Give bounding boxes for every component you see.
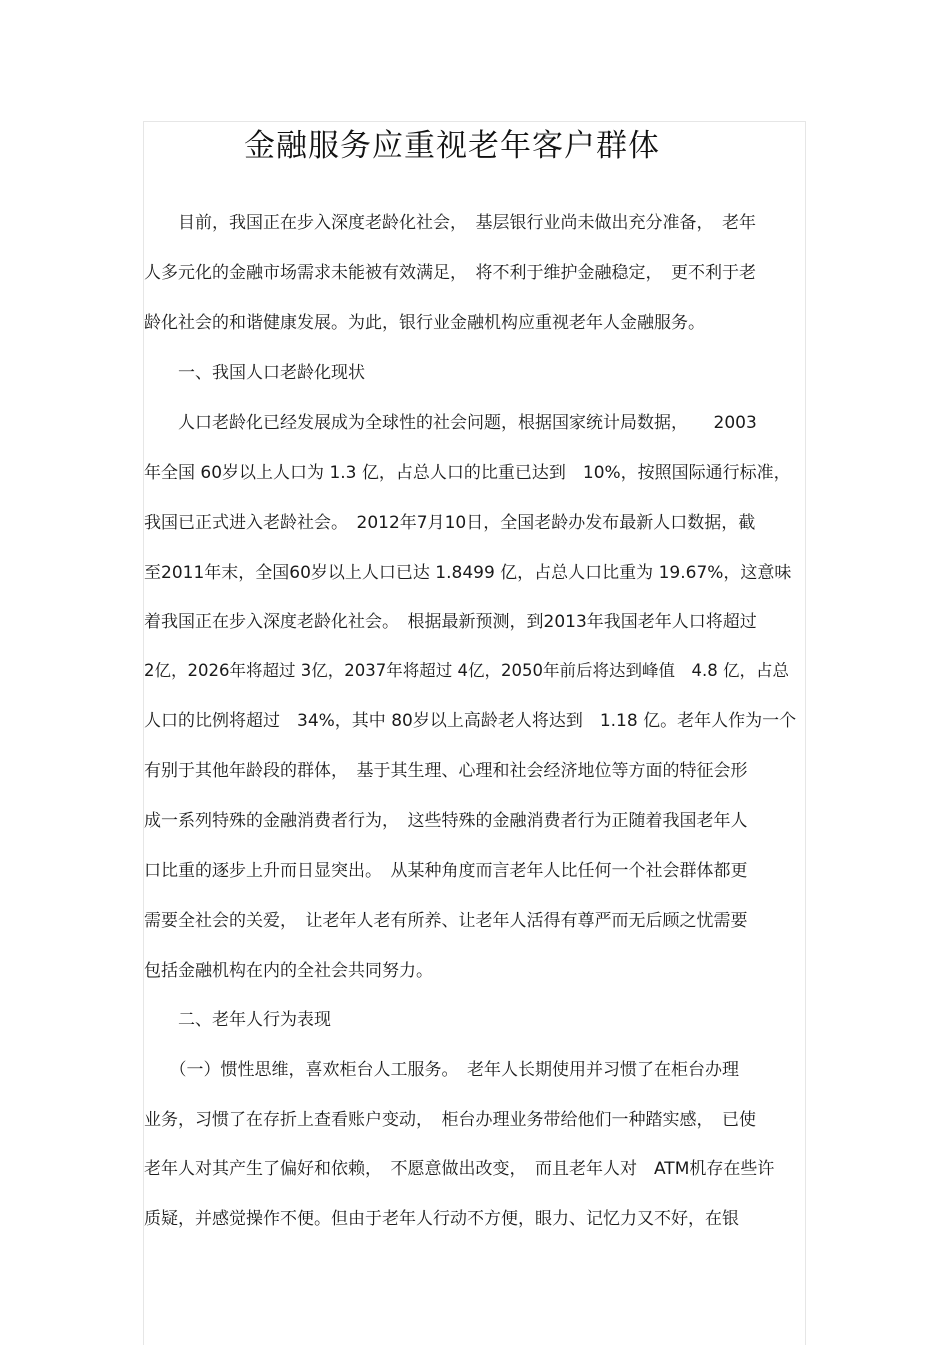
paragraph-line: 包括金融机构在内的全社会共同努力。 [144, 961, 433, 981]
paragraph-line: 老年人对其产生了偏好和依赖， 不愿意做出改变， 而且老年人对 ATM机存在些许 [144, 1159, 775, 1179]
paragraph-line: （一）惯性思维，喜欢柜台人工服务。 老年人长期使用并习惯了在柜台办理 [144, 1060, 739, 1080]
section-heading: 二、老年人行为表现 [144, 1010, 331, 1030]
paragraph-line: 有别于其他年龄段的群体， 基于其生理、心理和社会经济地位等方面的特征会形 [144, 761, 748, 781]
paragraph-line: 人口的比例将超过 34%，其中 80岁以上高龄老人将达到 1.18 亿。老年人作为一个 [144, 711, 797, 731]
paragraph-line: 质疑，并感觉操作不便。但由于老年人行动不方便，眼力、记忆力又不好，在银 [144, 1209, 739, 1229]
paragraph-line: 着我国正在步入深度老龄化社会。 根据最新预测，到2013年我国老年人口将超过 [144, 612, 757, 632]
paragraph-line: 年全国 60岁以上人口为 1.3 亿，占总人口的比重已达到 10%，按照国际通行标准， [144, 463, 791, 483]
paragraph-line: 人多元化的金融市场需求未能被有效满足， 将不利于维护金融稳定， 更不利于老 [144, 263, 756, 283]
paragraph-line: 龄化社会的和谐健康发展。为此，银行业金融机构应重视老年人金融服务。 [144, 313, 705, 333]
paragraph-line: 至2011年末，全国60岁以上人口已达 1.8499 亿，占总人口比重为 19.67%，这意味 [144, 563, 792, 583]
section-heading: 一、我国人口老龄化现状 [144, 363, 365, 383]
document-title: 金融服务应重视老年客户群体 [244, 128, 660, 164]
paragraph-line: 目前，我国正在步入深度老龄化社会， 基层银行业尚未做出充分准备， 老年 [144, 213, 756, 233]
paragraph-line: 我国已正式进入老龄社会。 2012年7月10日，全国老龄办发布最新人口数据，截 [144, 513, 756, 533]
document-page [143, 121, 806, 1345]
paragraph-line: 需要全社会的关爱， 让老年人老有所养、让老年人活得有尊严而无后顾之忧需要 [144, 911, 748, 931]
paragraph-line: 人口老龄化已经发展成为全球性的社会问题，根据国家统计局数据， 2003 [144, 413, 757, 433]
paragraph-line: 成一系列特殊的金融消费者行为， 这些特殊的金融消费者行为正随着我国老年人 [144, 811, 748, 831]
paragraph-line: 2亿，2026年将超过 3亿，2037年将超过 4亿，2050年前后将达到峰值 4.8 亿，占总 [144, 661, 789, 680]
paragraph-line: 业务，习惯了在存折上查看账户变动， 柜台办理业务带给他们一种踏实感， 已使 [144, 1110, 756, 1130]
paragraph-line: 口比重的逐步上升而日显突出。 从某种角度而言老年人比任何一个社会群体都更 [144, 861, 748, 881]
